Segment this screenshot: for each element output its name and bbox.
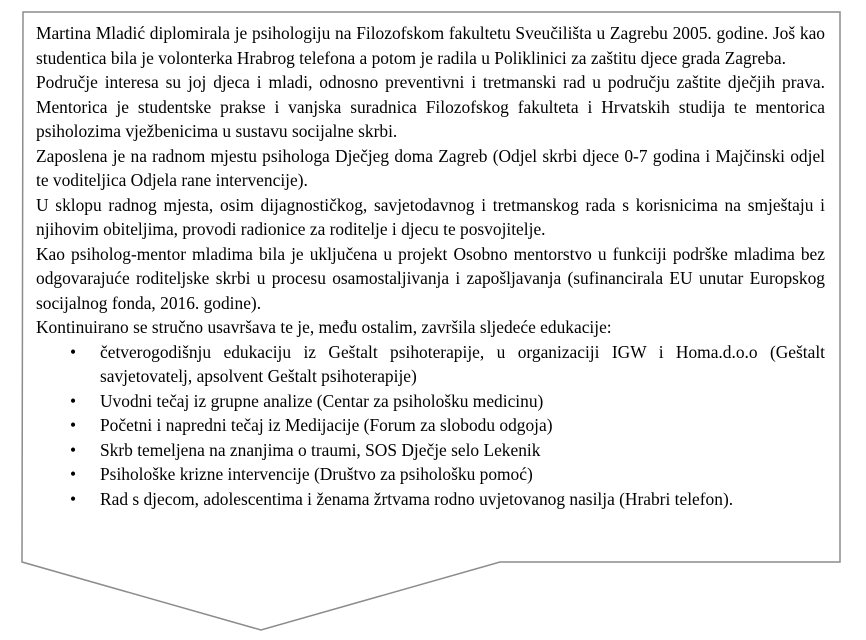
list-item-text: Rad s djecom, adolescentima i ženama žrtvama rodno uvjetovanog nasilja (Hrabri telefon). (100, 488, 734, 509)
bullet-icon: • (70, 488, 77, 509)
bio-paragraph-trainings-intro: Kontinuirano se stručno usavršava te je, među ostalim, završila sljedeće edukacije: (36, 317, 612, 337)
list-item-text: Početni i napredni tečaj iz Medijacije (Forum za slobodu odgoja) (100, 415, 553, 435)
list-item (70, 462, 825, 487)
bullet-icon: • (70, 464, 77, 484)
list-item-text: Psihološke krizne intervencije (Društvo za psihološku pomoć) (100, 464, 533, 484)
bio-paragraph-mentoring-project: Kao psiholog-mentor mladima bila je uključena u projekt Osobno mentorstvo u funkciji podrške mladima bez odgovarajuće roditeljske skrbi u procesu osamostaljivanja i zapošljavanja (sufinancirala EU unutar Europskog socijalnog fonda, 2016. godine). (36, 243, 825, 313)
bullet-icon: • (70, 439, 77, 460)
bullet-icon: • (70, 390, 77, 411)
list-item (70, 340, 825, 389)
education-list (36, 340, 825, 512)
list-item-text: Uvodni tečaj iz grupne analize (Centar za psihološku medicinu) (100, 390, 544, 411)
list-item-text: Skrb temeljena na znanjima o traumi, SOS Dječje selo Lekenik (100, 439, 541, 460)
list-item (70, 413, 825, 438)
list-item (70, 438, 825, 463)
list-item (70, 389, 825, 414)
bullet-icon: • (70, 415, 77, 435)
list-item-text: četverogodišnju edukaciju iz Geštalt psihoterapije, u organizaciji IGW i Homa.d.o.o (Geštalt savjetovatelj, apsolvent Geštalt psihoterapije) (100, 341, 825, 386)
bio-paragraph-education: Martina Mladić diplomirala je psihologiju na Filozofskom fakultetu Sveučilišta u Zagrebu 2005. godine. Još kao studentica bila je volonterka Hrabrog telefona a potom je radila u Poliklinici za zaštitu djece grada Zagreba. (36, 23, 825, 68)
bio-paragraph-interests: Područje interesa su joj djeca i mladi, odnosno preventivni i tretmanski rad u području zaštite dječjih prava. Mentorica je studentske prakse i vanjska suradnica Filozofskog fakulteta i Hrvatskih studija te mentorica psiholozima vježbenicima u sustavu socijalne skrbi. (36, 72, 825, 141)
biography-text (36, 21, 825, 511)
bio-paragraph-work-scope: U sklopu radnog mjesta, osim dijagnostičkog, savjetodavnog i tretmanskog rada s korisnicima na smještaju i njihovim obiteljima, provodi radionice za roditelje i djecu te posvojitelje. (36, 194, 825, 239)
bullet-icon: • (70, 341, 77, 362)
list-item (70, 487, 825, 512)
bio-paragraph-employment: Zaposlena je na radnom mjestu psihologa Dječjeg doma Zagreb (Odjel skrbi djece 0-7 godina i Majčinski odjel te voditeljica Odjela rane intervencije). (36, 145, 825, 190)
